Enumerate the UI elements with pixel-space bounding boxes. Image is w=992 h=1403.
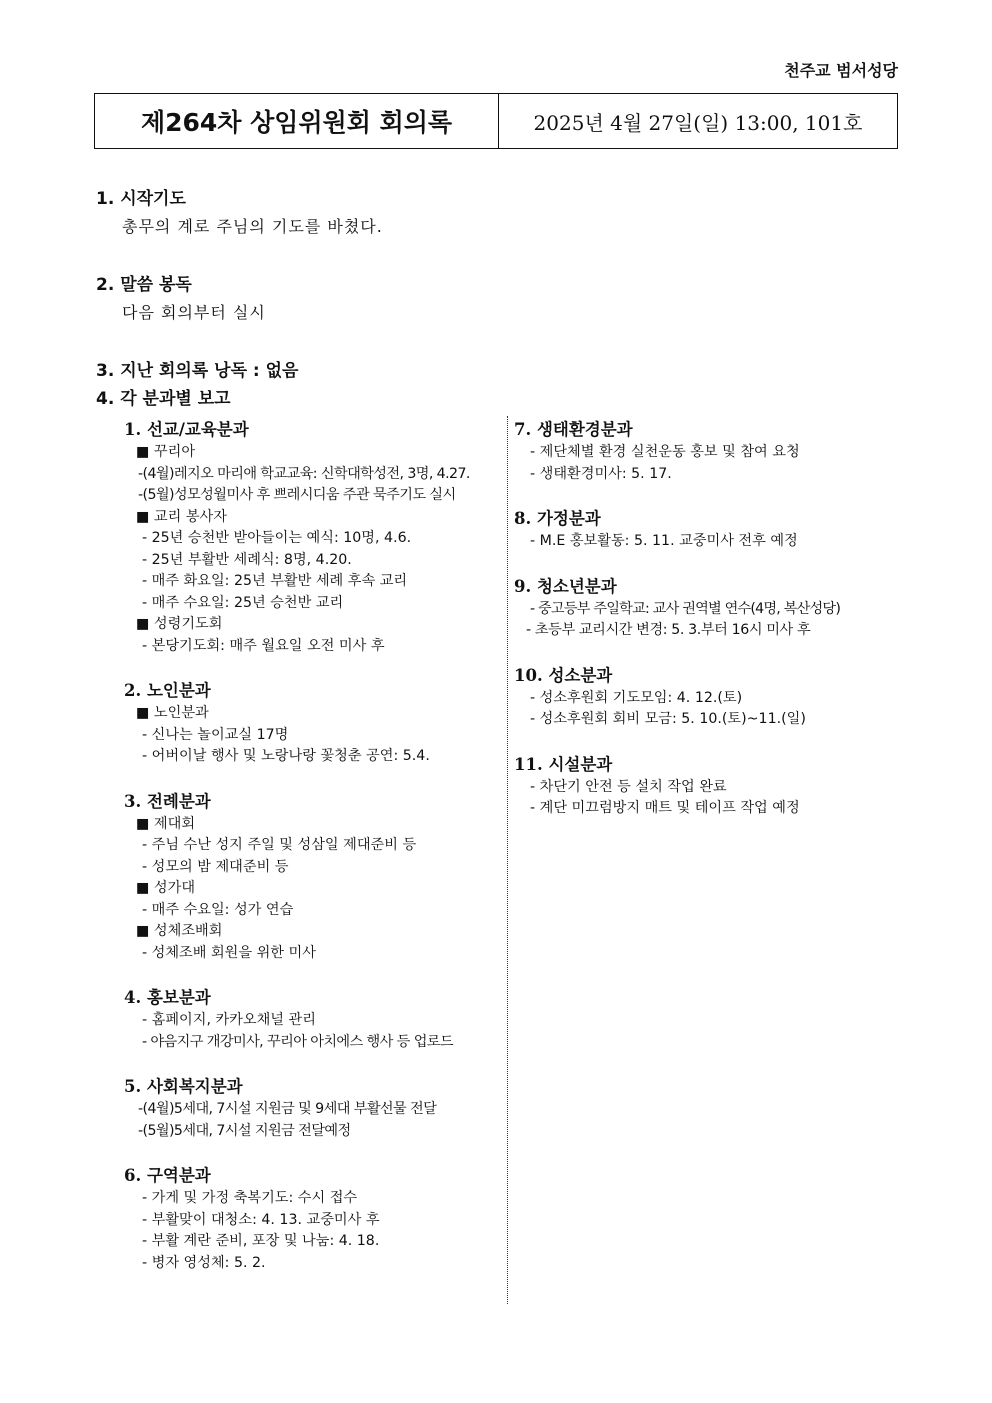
report-item: - 매주 수요일: 성가 연습 <box>142 901 294 918</box>
report-group-title: 3. 전례분과 <box>124 791 211 811</box>
report-group <box>514 507 904 553</box>
report-item: - 주님 수난 성지 주일 및 성삼일 제대준비 등 <box>142 837 417 853</box>
report-subheading: ■ 성가대 <box>136 880 196 896</box>
report-item: -(5월)성모성월미사 후 쁘레시디움 주관 묵주기도 실시 <box>138 487 456 503</box>
report-item: - 본당기도회: 매주 월요일 오전 미사 후 <box>142 637 385 654</box>
report-item: - 계단 미끄럼방지 매트 및 테이프 작업 예정 <box>530 800 800 816</box>
section-body-scripture-reading: 다음 회의부터 실시 <box>122 303 266 322</box>
document-title: 제264차 상임위원회 회의록 <box>95 94 499 148</box>
report-group <box>514 753 904 820</box>
report-item: - 가게 및 가정 축복기도: 수시 접수 <box>142 1190 358 1206</box>
report-group-title: 11. 시설분과 <box>514 754 613 774</box>
meeting-date-location: 2025년 4월 27일(일) 13:00, 101호 <box>533 110 863 135</box>
report-group <box>124 790 504 965</box>
report-group-title: 10. 성소분과 <box>514 665 613 685</box>
report-item: - 성소후원회 회비 모금: 5. 10.(토)~11.(일) <box>530 711 806 727</box>
right-column-reports <box>514 418 904 842</box>
report-group <box>514 575 904 642</box>
report-subheading: ■ 성령기도회 <box>136 616 223 632</box>
report-subheading: ■ 꾸리아 <box>136 444 196 460</box>
report-group <box>124 679 504 768</box>
left-column-reports <box>124 418 504 1296</box>
report-subheading: ■ 제대회 <box>136 815 196 832</box>
report-group-title: 8. 가정분과 <box>514 509 601 528</box>
report-group <box>514 418 904 485</box>
report-group-title: 7. 생태환경분과 <box>514 420 633 439</box>
report-subheading: ■ 성체조배회 <box>136 923 223 939</box>
header-box <box>94 93 898 149</box>
report-item: - 차단기 안전 등 설치 작업 완료 <box>530 778 727 795</box>
report-item: - 25년 승천반 받아들이는 예식: 10명, 4.6. <box>142 530 412 546</box>
section-heading-scripture-reading: 2. 말씀 봉독 <box>96 275 192 295</box>
report-item: - 25년 부활반 세례식: 8명, 4.20. <box>142 551 352 568</box>
report-item: - 어버이날 행사 및 노랑나랑 꽃청춘 공연: 5.4. <box>142 748 430 764</box>
report-item: -(4월)레지오 마리애 학교교육: 신학대학성전, 3명, 4.27. <box>138 465 470 482</box>
column-divider <box>507 416 508 1304</box>
report-item: - 중고등부 주일학교: 교사 권역별 연수(4명, 복산성당) <box>530 600 841 617</box>
report-item: - M.E 홍보활동: 5. 11. 교중미사 전후 예정 <box>530 533 798 549</box>
report-item: - 초등부 교리시간 변경: 5. 3.부터 16시 미사 후 <box>526 622 811 638</box>
report-group-title: 5. 사회복지분과 <box>124 1077 243 1096</box>
report-group-title: 1. 선교/교육분과 <box>124 420 249 439</box>
report-item: - 매주 수요일: 25년 승천반 교리 <box>142 594 344 611</box>
report-group <box>124 1075 504 1142</box>
section-body-opening-prayer: 총무의 계로 주님의 기도를 바쳤다. <box>122 217 383 236</box>
report-group <box>124 418 504 657</box>
report-item: - 생태환경미사: 5. 17. <box>530 465 672 482</box>
report-item: - 부활맞이 대청소: 4. 13. 교중미사 후 <box>142 1211 380 1228</box>
report-group <box>124 1164 504 1274</box>
report-item: - 홈페이지, 카카오채널 관리 <box>142 1012 316 1028</box>
report-item: -(4월)5세대, 7시설 지원금 및 9세대 부활선물 전달 <box>138 1101 437 1117</box>
report-item: - 신나는 놀이교실 17명 <box>142 726 289 743</box>
report-item: - 야음지구 개강미사, 꾸리아 아치에스 행사 등 업로드 <box>142 1033 454 1050</box>
report-subheading: ■ 교리 봉사자 <box>136 508 227 525</box>
report-group-title: 2. 노인분과 <box>124 681 211 700</box>
report-item: - 성모의 밤 제대준비 등 <box>142 858 289 875</box>
report-item: - 성소후원회 기도모임: 4. 12.(토) <box>530 689 743 706</box>
section-heading-department-reports: 4. 각 분과별 보고 <box>96 389 231 409</box>
section-heading-previous-minutes: 3. 지난 회의록 낭독 : 없음 <box>96 361 299 381</box>
report-item: - 제단체별 환경 실천운동 홍보 및 참여 요청 <box>530 444 800 460</box>
report-group-title: 4. 홍보분과 <box>124 988 211 1007</box>
report-subheading: ■ 노인분과 <box>136 705 209 721</box>
report-item: - 병자 영성체: 5. 2. <box>142 1254 266 1271</box>
parish-name: 천주교 범서성당 <box>784 61 898 80</box>
report-item: - 매주 화요일: 25년 부활반 세례 후속 교리 <box>142 573 408 589</box>
report-group <box>124 986 504 1053</box>
report-group <box>514 664 904 731</box>
report-group-title: 6. 구역분과 <box>124 1166 211 1185</box>
report-group-title: 9. 청소년분과 <box>514 576 617 596</box>
report-item: - 부활 계란 준비, 포장 및 나눔: 4. 18. <box>142 1233 380 1249</box>
report-item: -(5월)5세대, 7시설 지원금 전달예정 <box>138 1122 351 1139</box>
report-item: - 성체조배 회원을 위한 미사 <box>142 944 316 961</box>
section-heading-opening-prayer: 1. 시작기도 <box>96 189 186 209</box>
